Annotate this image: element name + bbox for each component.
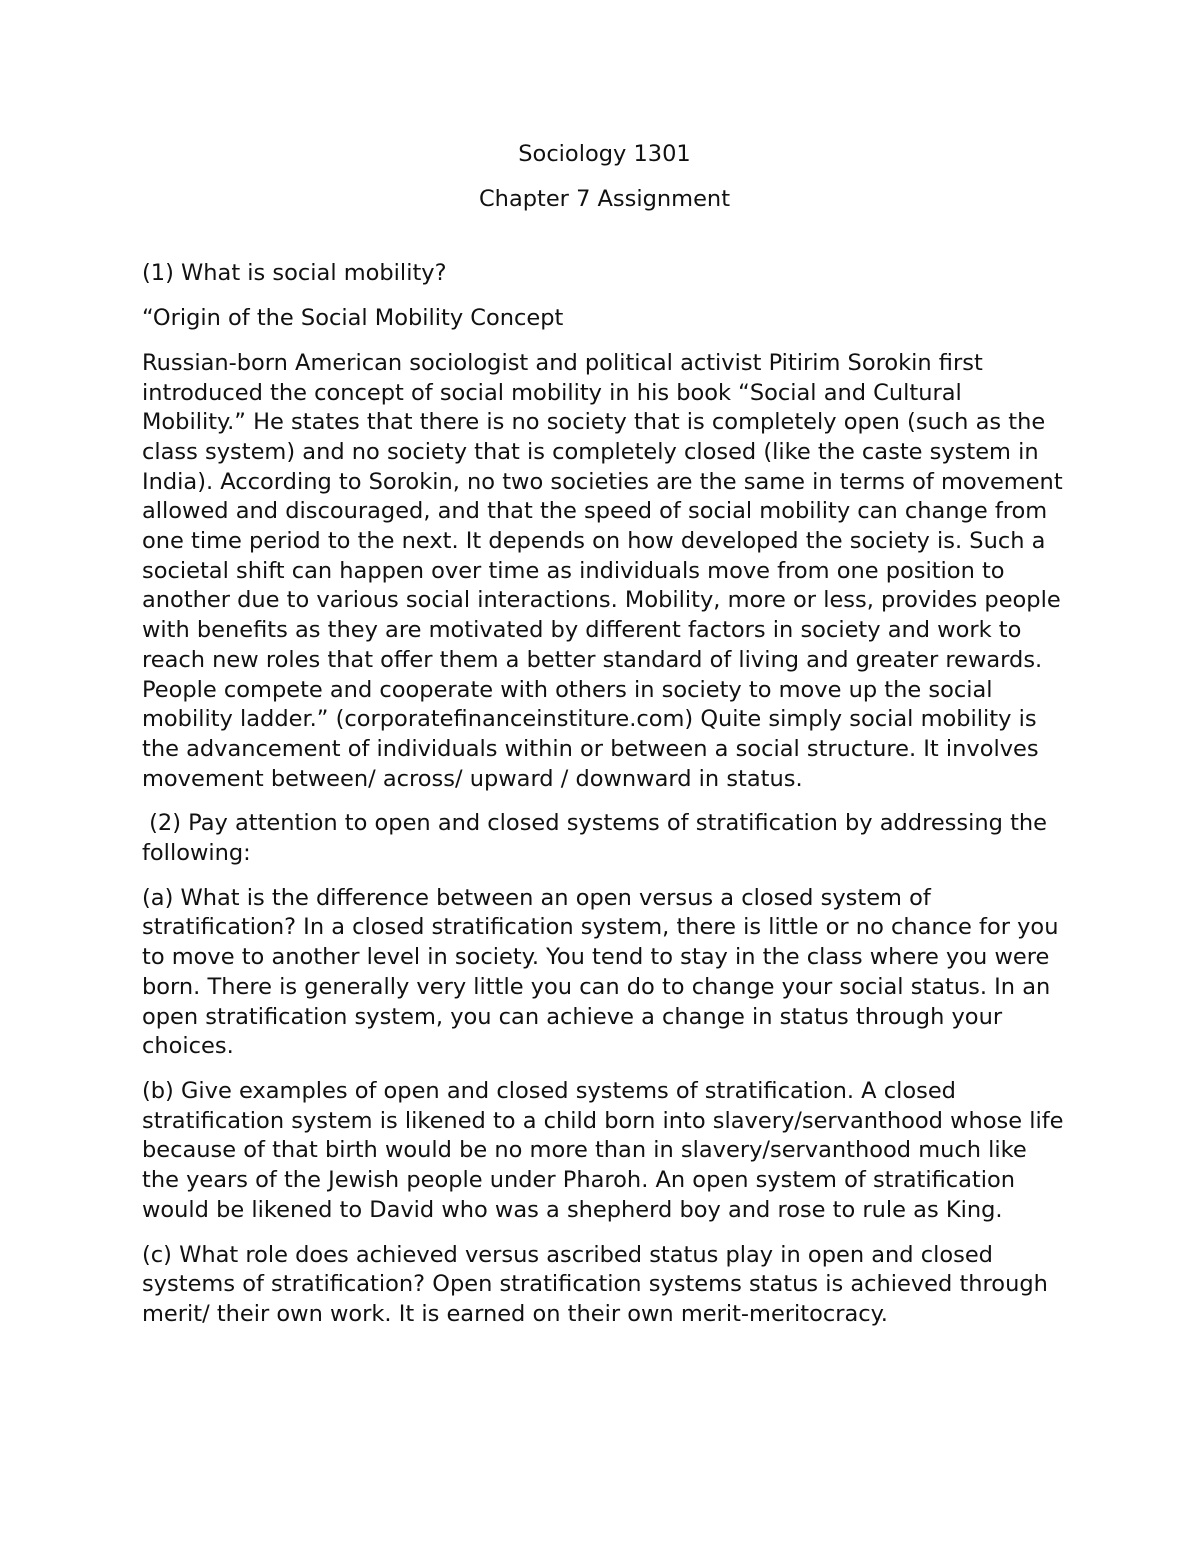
question-1: (1) What is social mobility?	[142, 260, 447, 287]
question-2c-paragraph: (c) What role does achieved versus ascribed status play in open and closed systems of stratification? Open stratification systems status is achieved through merit/ their own work. It is earned on their own merit-meritocracy.	[142, 1241, 1048, 1327]
document-body	[142, 140, 1067, 1345]
document-title: Sociology 1301	[518, 141, 691, 167]
question-2a-paragraph: (a) What is the difference between an open versus a closed system of stratification? In a closed stratification system, there is little or no chance for you to move to another level in society. You tend to stay in the class where you were born. There is generally very little you can do to change your social status. In an open stratification system, you can achieve a change in status through your choices.	[142, 884, 1059, 1060]
answer-1-paragraph: Russian-born American sociologist and political activist Pitirim Sorokin first introduced the concept of social mobility in his book “Social and Cultural Mobility.” He states that there is no society that is completely open (such as the class system) and no society that is completely closed (like the caste system in India). According to Sorokin, no two societies are the same in terms of movement allowed and discouraged, and that the speed of social mobility can change from one time period to the next. It depends on how developed the society is. Such a societal shift can happen over time as individuals move from one position to another due to various social interactions. Mobility, more or less, provides people with benefits as they are motivated by different factors in society and work to reach new roles that offer them a better standard of living and greater rewards. People compete and cooperate with others in society to move up the social mobility ladder.” (corporatefinanceinstiture.com) Quite simply social mobility is the advancement of individuals within or between a social structure. It involves movement between/ across/ upward / downward in status.	[142, 349, 1063, 792]
quote-heading: “Origin of the Social Mobility Concept	[142, 305, 564, 332]
question-2b-paragraph: (b) Give examples of open and closed systems of stratification. A closed stratification system is likened to a child born into slavery/servanthood whose life because of that birth would be no more than in slavery/servanthood much like the years of the Jewish people under Pharoh. An open system of stratification would be likened to David who was a shepherd boy and rose to rule as King.	[142, 1077, 1064, 1223]
document-subtitle: Chapter 7 Assignment	[478, 185, 731, 212]
question-2: (2) Pay attention to open and closed systems of stratification by addressing the following:	[142, 810, 1055, 867]
